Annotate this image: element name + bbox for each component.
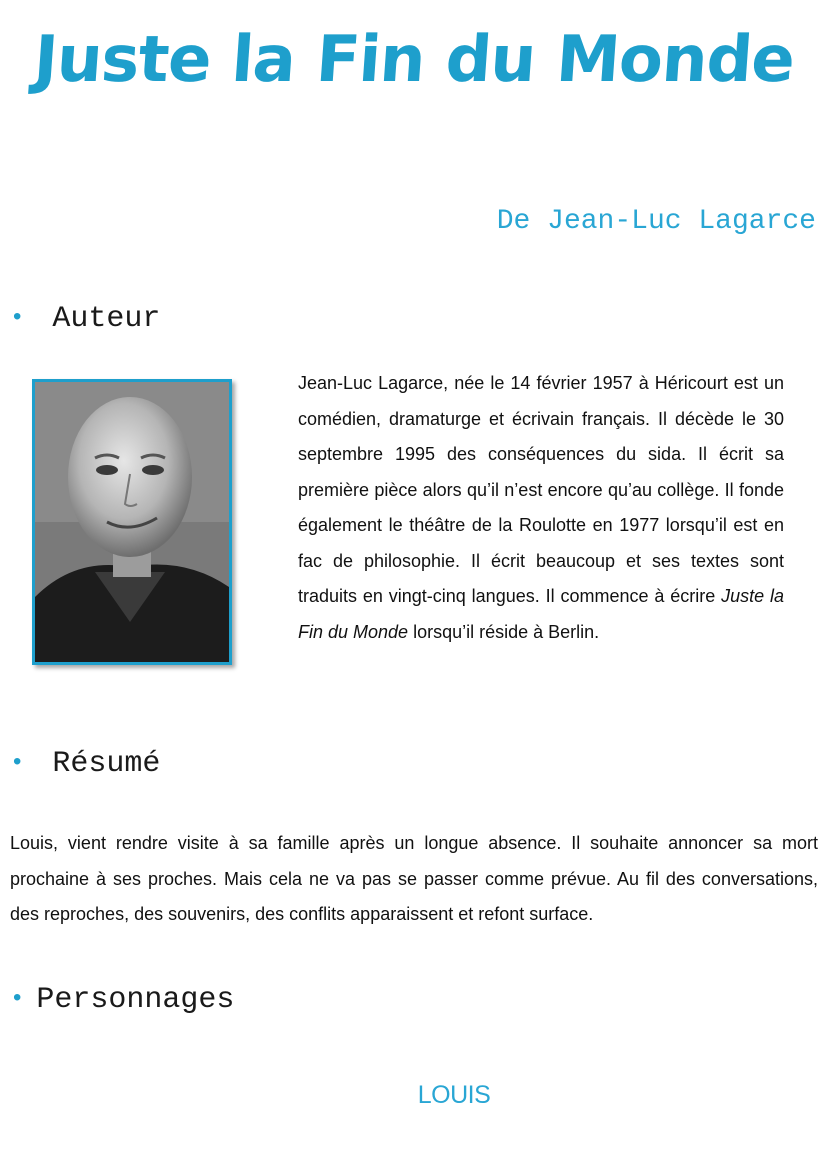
- summary-text: Louis, vient rendre visite à sa famille après un longue absence. Il souhaite annoncer sa mort prochaine à ses proches. Mais cela ne va pas se passer comme prévue. Au fil des conversations, des reproches, des souvenirs, des conflits apparaissent et refont surface.: [10, 833, 818, 924]
- bullet-icon: •: [10, 985, 25, 1013]
- section-heading-auteur: [10, 302, 160, 336]
- section-heading-personnages: [10, 983, 234, 1017]
- section-heading-label: Auteur: [52, 302, 161, 336]
- author-photo: [32, 379, 232, 665]
- play-title-italic: Juste la Fin du Monde: [298, 586, 784, 642]
- biography-text: Jean-Luc Lagarce, née le 14 février 1957 à Héricourt est un comédien, dramaturge et écrivain français. Il décède le 30 septembre 1995 des conséquences du sida. Il écrit sa première pièce alors qu’il n’est encore qu’au collège. Il fonde également le théâtre de la Roulotte en 1977 lorsqu’il est en fac de philosophie. Il écrit beaucoup et ses textes sont traduits en vingt-cinq langues. Il commence à écrire: [298, 373, 784, 606]
- author-biography: [298, 366, 784, 650]
- biography-text-end: lorsqu’il réside à Berlin.: [408, 621, 600, 642]
- section-heading-label: Résumé: [52, 747, 161, 781]
- section-heading-label: Personnages: [36, 983, 235, 1017]
- page-title: Juste la Fin du Monde: [31, 23, 797, 97]
- bullet-icon: •: [10, 304, 25, 332]
- bullet-icon: •: [10, 749, 25, 777]
- byline: De Jean-Luc Lagarce: [496, 206, 816, 237]
- author-portrait-icon: [35, 382, 229, 662]
- section-heading-resume: [10, 747, 160, 781]
- character-name: LOUIS: [417, 1081, 491, 1109]
